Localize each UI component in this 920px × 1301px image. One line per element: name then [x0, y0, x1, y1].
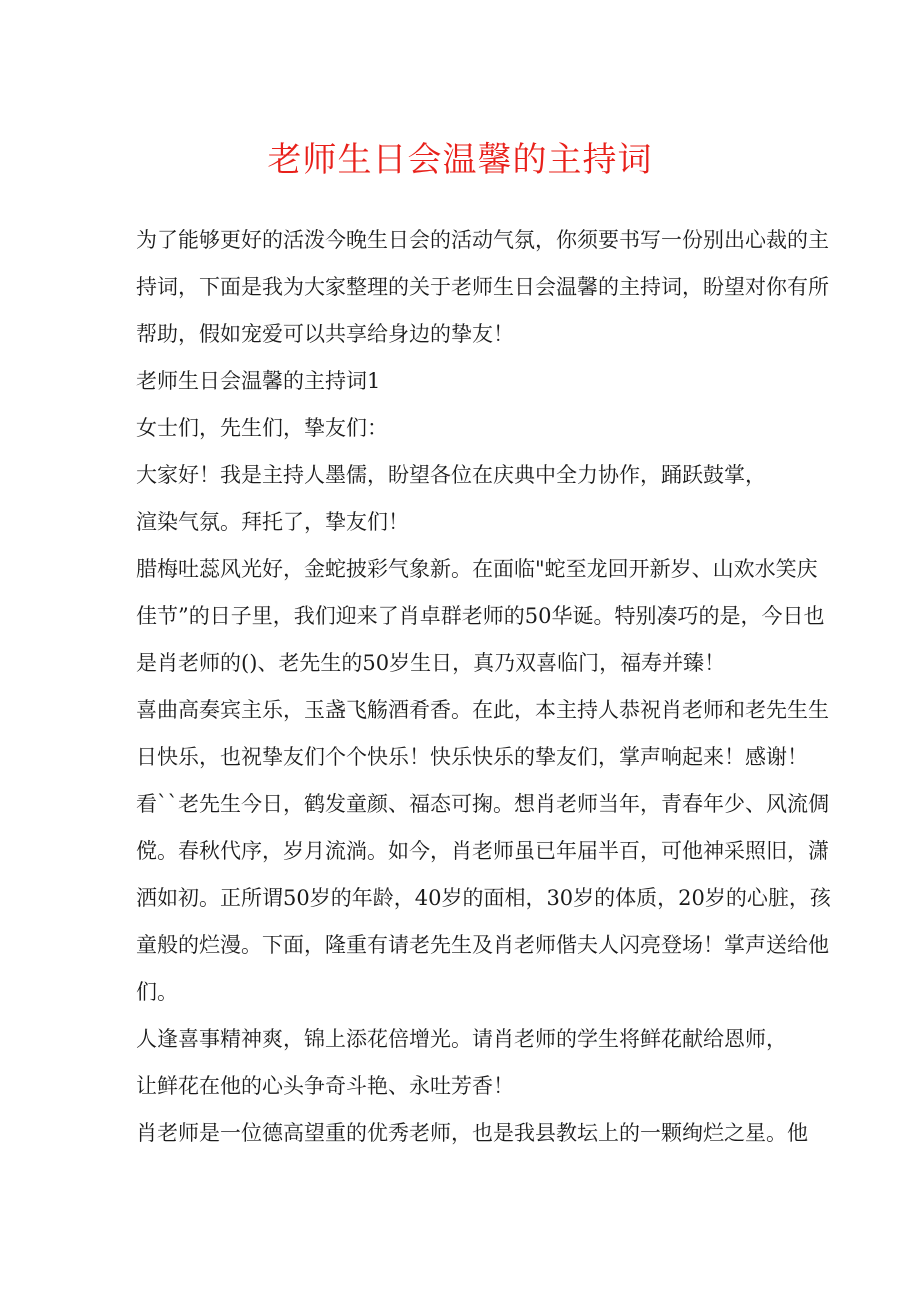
text-line: 为了能够更好的活泼今晚生日会的活动气氛，你须要书写一份别出心裁的主 — [136, 228, 829, 252]
text-line: 女士们，先生们，挚友们： — [136, 416, 388, 440]
document-title: 老师生日会温馨的主持词 — [267, 140, 653, 180]
text-line: 持词，下面是我为大家整理的关于老师生日会温馨的主持词，盼望对你有所 — [136, 275, 829, 299]
text-line: 让鲜花在他的心头争奇斗艳、永吐芳香！ — [136, 1074, 514, 1098]
text-line: 帮助，假如宠爱可以共享给身边的挚友！ — [136, 322, 514, 346]
text-line: 们。 — [136, 980, 178, 1004]
text-line: 童般的烂漫。下面，隆重有请老先生及肖老师偕夫人闪亮登场！掌声送给他 — [136, 933, 829, 957]
text-line: 腊梅吐蕊风光好，金蛇披彩气象新。在面临"蛇至龙回开新岁、山欢水笑庆 — [136, 557, 818, 581]
text-line: 看``老先生今日，鹤发童颜、福态可掬。想肖老师当年，青春年少、风流倜 — [136, 792, 829, 816]
text-line: 肖老师是一位德高望重的优秀老师，也是我县教坛上的一颗绚烂之星。他 — [136, 1121, 808, 1145]
document-body — [136, 217, 831, 1157]
text-line: 喜曲高奏宾主乐，玉盏飞觞酒肴香。在此，本主持人恭祝肖老师和老先生生 — [136, 698, 829, 722]
text-line: 洒如初。正所谓50岁的年龄，40岁的面相，30岁的体质，20岁的心脏，孩 — [136, 886, 831, 910]
text-line: 大家好！我是主持人墨儒，盼望各位在庆典中全力协作，踊跃鼓掌， — [136, 463, 766, 487]
section-heading: 老师生日会温馨的主持词1 — [136, 369, 381, 393]
text-line: 傥。春秋代序，岁月流淌。如今，肖老师虽已年届半百，可他神采照旧，潇 — [136, 839, 829, 863]
text-line: 佳节”的日子里，我们迎来了肖卓群老师的50华诞。特别凑巧的是，今日也 — [136, 604, 825, 628]
text-line: 日快乐，也祝挚友们个个快乐！快乐快乐的挚友们，掌声响起来！感谢！ — [136, 745, 808, 769]
text-line: 人逢喜事精神爽，锦上添花倍增光。请肖老师的学生将鲜花献给恩师， — [136, 1027, 787, 1051]
text-line: 渲染气氛。拜托了，挚友们！ — [136, 510, 409, 534]
text-line: 是肖老师的()、老先生的50岁生日，真乃双喜临门，福寿并臻！ — [136, 651, 726, 675]
